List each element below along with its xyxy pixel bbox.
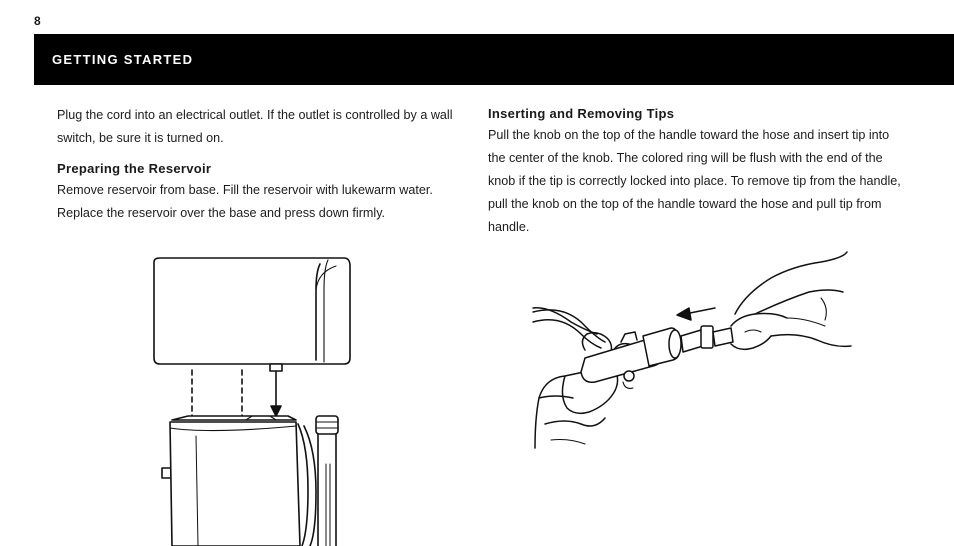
reservoir-over-base-illustration [140,250,370,546]
inserting-tips-body: Pull the knob on the top of the handle toward the hose and insert tip into the center of the knob. The colored ring will be flush with the end of the knob if the tip is correctly locked into place. To remove tip from the handle, pull the knob on the top of the handle toward the hose and pull tip from handle. [488,128,901,234]
right-column [488,104,908,239]
hands-inserting-tip-illustration [525,248,860,453]
page-number: 8 [34,14,41,28]
inserting-tips-heading: Inserting and Removing Tips [488,106,675,121]
section-header-title: GETTING STARTED [52,52,194,67]
preparing-reservoir-body: Remove reservoir from base. Fill the reservoir with lukewarm water. Replace the reservoir over the base and press down firmly. [57,183,433,220]
preparing-reservoir-heading: Preparing the Reservoir [57,161,212,176]
left-column [57,104,457,225]
section-header-bar [34,34,954,85]
intro-paragraph: Plug the cord into an electrical outlet. If the outlet is controlled by a wall switch, be sure it is turned on. [57,108,453,145]
